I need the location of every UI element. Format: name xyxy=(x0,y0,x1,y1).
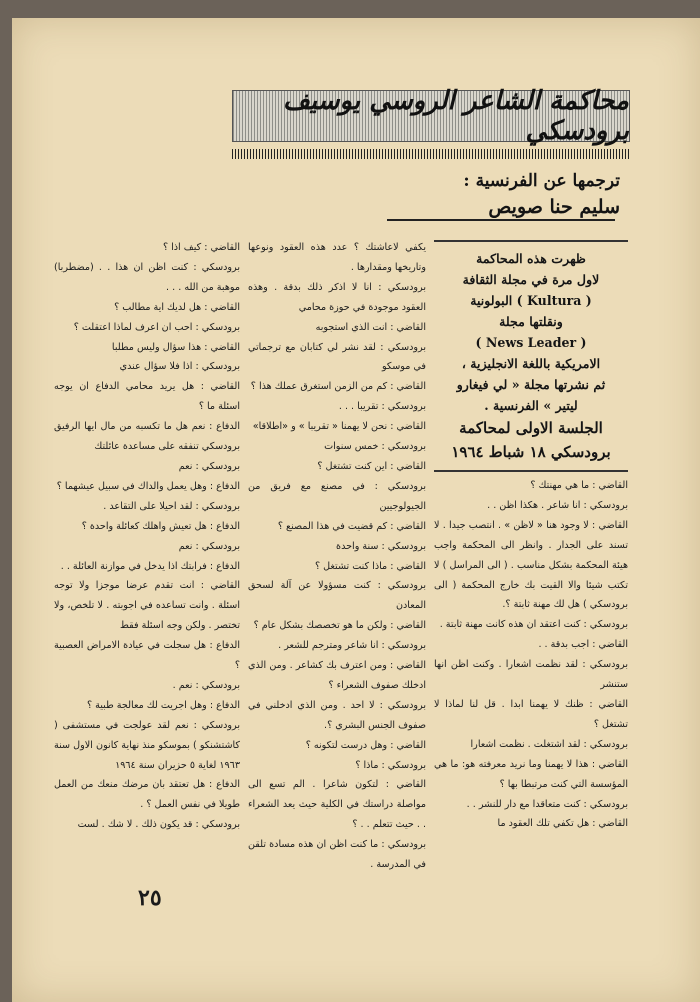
dialogue-line: برودسكي : تقريبا . . . xyxy=(338,401,426,413)
dialogue-line: برودسكي : قد يكون ذلك . لا شك . لست xyxy=(77,819,240,831)
dialogue-line: القاضي : كيف اذا ؟ xyxy=(162,242,240,253)
dialogue-line: برودسكي : نعم xyxy=(178,540,240,552)
translator-rule xyxy=(387,219,615,221)
dialogue-line: الدفاع : وهل يعمل والداك في سبيل عيشهما ؟ xyxy=(56,480,240,492)
dialogue-line: القاضي : لا وجود هنا « لاظن » . انتصب جيدا . لا تسند على الجدار . وانظر الى المحكمة واجب هيئة المحكمة بشكل مناسب . ( الى المراسل ) لا تكتب شيئا والا القيت بك خارج المحكمة ( الى برودسكي ) هل لك مهنة ثابتة ؟. xyxy=(434,519,628,611)
column-right xyxy=(434,240,628,834)
dialogue-line: القاضي : نحن لا يهمنا « تقريبا » و «اطلاقا» xyxy=(252,421,426,433)
dialogue-line: القاضي : هل تكفي تلك العقود ما xyxy=(497,818,628,830)
dialogue-line: الدفاع : هل تعتقد بان مرضك منعك من العمل طويلا في نفس العمل ؟ . xyxy=(54,779,240,811)
dialogue-line: برودسكي : انا شاعر ومترجم للشعر . xyxy=(278,640,426,652)
dialogue-line: القاضي : ظنك لا يهمنا ابدا . قل لنا لماذا لا تشتغل ؟ xyxy=(434,698,628,730)
dialogue-line: برودسكي : كنت اعتقد ان هذه كانت مهنة ثابتة . xyxy=(439,619,628,631)
column-left xyxy=(54,238,240,835)
dialogue-line: الدفاع : فرابتك اذا يدخل في موازنة العائلة . . xyxy=(60,560,240,572)
dialogue-line: القاضي : ومن اعترف بك كشاعر . ومن الذي ادخلك صفوف الشعراء ؟ xyxy=(248,660,426,691)
intro-line: ( News Leader ) xyxy=(475,335,587,350)
article-title: محاكمة الشاعر الروسي يوسيف برودسكي xyxy=(283,86,629,146)
intro-box xyxy=(434,240,628,472)
dialogue-line: برودسكي : سنة واحدة xyxy=(336,540,426,552)
intro-line: ونقلتها مجلة xyxy=(499,314,563,329)
dialogue-line: برودسكي : نعم . xyxy=(172,679,240,691)
dialogue-line: برودسكي : لقد نشر لي كتابان مع ترجماتي في موسكو xyxy=(248,341,426,373)
dialogue-line: القاضي : انت الذي استجوبه xyxy=(315,321,426,333)
intro-line: ثم نشرتها مجلة « لي فيغارو xyxy=(456,377,606,392)
dialogue-line: القاضي : ماذا كنت تشتغل ؟ xyxy=(315,560,426,572)
translator-credit-line1: ترجمها عن الفرنسية : xyxy=(463,171,620,191)
dialogue-line: القاضي : كم قضيت في هذا المصنع ؟ xyxy=(277,520,426,532)
dialogue-line: برودسكي : كنت مسؤولا عن آلة لسحق المعادن xyxy=(248,580,426,612)
intro-line: الامريكية باللغة الانجليزية ، xyxy=(461,356,601,371)
dialogue-line: برودسكي : انا شاعر . هكذا اظن . . xyxy=(487,499,628,511)
title-rule xyxy=(232,149,630,159)
session-heading: الجلسة الاولى لمحاكمة xyxy=(459,419,603,437)
session-heading: برودسكي ١٨ شباط ١٩٦٤ xyxy=(451,443,611,461)
intro-line: لاول مرة في مجلة الثقافة xyxy=(462,272,600,287)
translator-name: سليم حنا صويص xyxy=(488,196,620,218)
column-middle xyxy=(248,238,426,875)
dialogue-line: القاضي : لتكون شاعرا . الم تسع الى مواصلة دراستك في الكلية حيث يعد الشعراء . . حيث تتعلم . . ؟ xyxy=(248,779,426,831)
dialogue-line: القاضي : اين كنت تشتغل ؟ xyxy=(317,460,426,472)
dialogue-line: برودسكي : لقد احيلا على التقاعد . xyxy=(103,500,240,512)
dialogue-line: القاضي : ولكن ما هو تخصصك بشكل عام ؟ xyxy=(253,620,426,632)
page-number: ٢٥ xyxy=(138,885,162,911)
dialogue-line: برودسكي : انا لا اذكر ذلك بدقة . وهذه العقود موجودة في حوزة محامي xyxy=(248,281,426,313)
dialogue-line: برودسكي : كنت متعاقدا مع دار للنشر . . xyxy=(466,798,628,810)
dialogue-line: الدفاع : وهل اجريت لك معالجة طبية ؟ xyxy=(87,699,240,711)
dialogue-line: القاضي : اجب بدقة . . xyxy=(538,639,628,651)
dialogue-line: الدفاع : هل سجلت في عيادة الامراض العصبية ؟ xyxy=(54,640,240,672)
dialogue-line: برودسكي : لقد اشتغلت . نظمت اشعارا xyxy=(470,738,628,750)
dialogue-line: القاضي : هذا سؤال وليس مطلبا xyxy=(111,341,240,353)
dialogue-line: القاضي : انت تقدم عرضا موجزا ولا توجه اسئلة . وانت تساعده في اجوبته . لا تلخص، ولا تختصر . ولكن وجه اسئلة فقط xyxy=(54,580,240,632)
dialogue-line: برودسكي : خمس سنوات xyxy=(324,441,426,453)
dialogue-line: برودسكي : في مصنع مع فريق من الجيولوجيين xyxy=(248,480,426,512)
intro-line: ظهرت هذه المحاكمة xyxy=(476,251,586,266)
dialogue-line: الدفاع : نعم هل ما تكسبه من مال ايها الرفيق برودسكي تنفقه على مساعدة عائلتك xyxy=(54,421,240,453)
dialogue-line: برودسكي : كنت اظن ان هذا . . (مضطربا) موهبة من الله . . . xyxy=(54,261,240,293)
dialogue-line: القاضي : هل يريد محامي الدفاع ان يوجه اسئلة ما ؟ xyxy=(54,381,240,413)
article-title-banner xyxy=(232,86,630,146)
dialogue-line: برودسكي : لقد نظمت اشعارا . وكنت اظن انها ستنشر xyxy=(434,659,628,691)
dialogue-line: برودسكي : ماذا ؟ xyxy=(355,759,426,771)
dialogue-line: برودسكي : نعم لقد عولجت في مستشفى ( كاشتشنكو ) بموسكو منذ نهاية كانون الاول سنة ١٩٦٣ لغاية ٥ حزيران سنة ١٩٦٤ xyxy=(54,719,240,771)
dialogue-line: القاضي : ما هي مهنتك ؟ xyxy=(530,480,628,491)
dialogue-line: برودسكي : لا احد . ومن الذي ادخلني في صفوف الجنس البشري ؟. xyxy=(248,699,426,731)
translator-credit xyxy=(390,168,620,220)
dialogue-line: القاضي : هل لديك اية مطالب ؟ xyxy=(114,301,240,313)
dialogue-line: يكفي لاعاشتك ؟ عدد هذه العقود ونوعها وتاريخها ومقدارها . xyxy=(248,242,426,273)
dialogue-line: الدفاع : هل تعيش واهلك كعائلة واحدة ؟ xyxy=(81,520,240,532)
dialogue-line: برودسكي : اذا فلا سؤال عندي xyxy=(119,361,240,373)
dialogue-line: برودسكي : نعم xyxy=(178,460,240,472)
dialogue-line: القاضي : هذا لا يهمنا وما نريد معرفته هو: ما هي المؤسسة التي كنت مرتبطا بها ؟ xyxy=(434,758,628,790)
dialogue-line: برودسكي : احب ان اعرف لماذا اعتقلت ؟ xyxy=(73,321,240,333)
dialogue-line: القاضي : وهل درست لتكونه ؟ xyxy=(305,739,426,751)
intro-line: ليتير » الفرنسية . xyxy=(484,398,578,413)
dialogue-line: القاضي : كم من الزمن استغرق عملك هذا ؟ xyxy=(250,381,426,393)
dialogue-line: برودسكي : ما كنت اظن ان هذه مسادة تلقن في المدرسة . xyxy=(248,839,426,871)
intro-line: ( Kultura ) البولونية xyxy=(470,293,592,308)
